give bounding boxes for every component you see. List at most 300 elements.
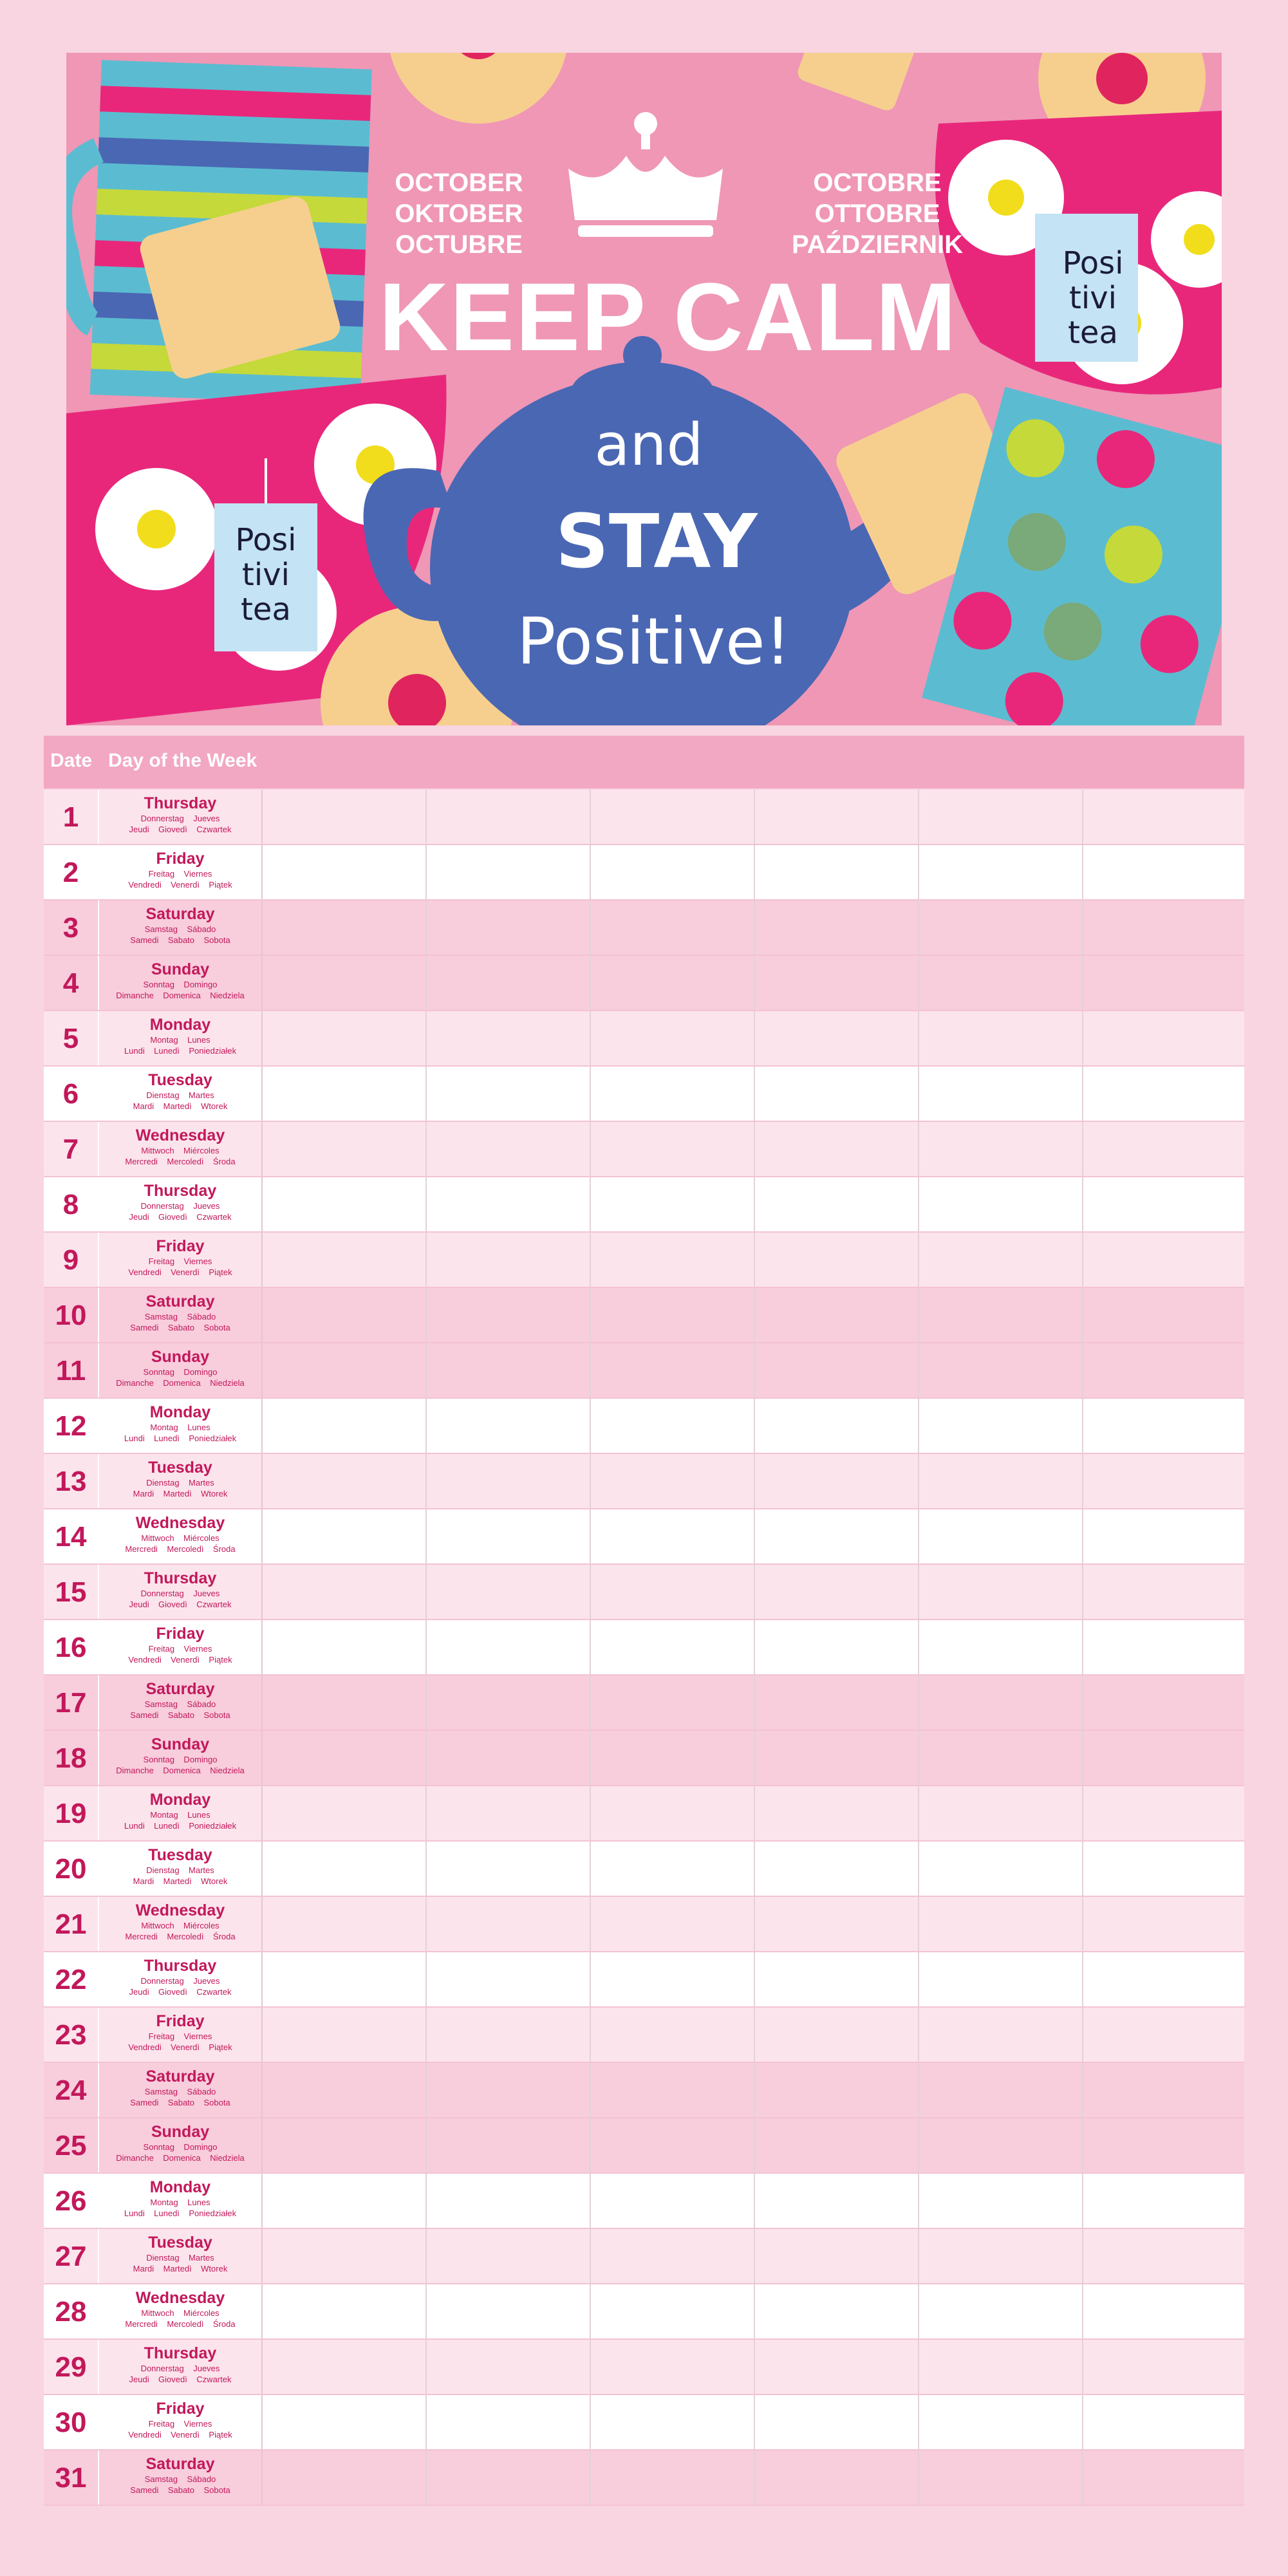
- day-name-translations: Mittwoch Miércoles: [141, 1533, 219, 1543]
- day-name-translations: Montag Lunes: [150, 1035, 210, 1045]
- entry-cell[interactable]: [427, 2229, 591, 2284]
- entry-cell[interactable]: [591, 1067, 755, 1122]
- entry-cell[interactable]: [591, 1288, 755, 1343]
- entry-cell[interactable]: [1083, 1288, 1244, 1343]
- day-name: Thursday: [144, 794, 217, 812]
- entry-cell[interactable]: [755, 1233, 919, 1288]
- day-name-translations: Samedi Sabato Sobota: [130, 2485, 230, 2495]
- entry-cell[interactable]: [919, 1731, 1083, 1786]
- month-names-right: [761, 167, 993, 260]
- day-name: Friday: [156, 850, 205, 868]
- entry-cell[interactable]: [755, 1952, 919, 2008]
- entry-cell[interactable]: [755, 2340, 919, 2395]
- entry-cell[interactable]: [591, 2284, 755, 2340]
- day-name-cell: [99, 1509, 263, 1565]
- entry-cell[interactable]: [591, 1343, 755, 1399]
- entry-cell[interactable]: [1083, 1454, 1244, 1509]
- entry-cell[interactable]: [1083, 1067, 1244, 1122]
- entry-cell[interactable]: [919, 1952, 1083, 2008]
- date-number: 16: [44, 1620, 99, 1675]
- entry-cell[interactable]: [263, 1067, 427, 1122]
- entry-cell[interactable]: [755, 1842, 919, 1897]
- entry-cell[interactable]: [755, 1343, 919, 1399]
- entry-cell[interactable]: [1083, 2340, 1244, 2395]
- day-name-translations: Donnerstag Jueves: [140, 1976, 220, 1986]
- entry-cell[interactable]: [263, 1565, 427, 1620]
- day-name-translations: Jeudi Giovedì Czwartek: [129, 1987, 232, 1997]
- day-name-translations: Sonntag Domingo: [143, 1367, 218, 1377]
- day-name-cell: [99, 1786, 263, 1842]
- entry-cell[interactable]: [427, 2118, 591, 2174]
- entry-cell[interactable]: [427, 901, 591, 956]
- entry-cell[interactable]: [755, 1011, 919, 1067]
- entry-cell[interactable]: [755, 1620, 919, 1675]
- entry-cell[interactable]: [919, 1620, 1083, 1675]
- entry-cell[interactable]: [263, 2118, 427, 2174]
- entry-cell[interactable]: [1083, 956, 1244, 1011]
- entry-cell[interactable]: [1083, 2008, 1244, 2063]
- entry-cell[interactable]: [1083, 1620, 1244, 1675]
- entry-cell[interactable]: [919, 1897, 1083, 1952]
- entry-cell[interactable]: [427, 2063, 591, 2118]
- day-name-cell: [99, 1288, 263, 1343]
- day-name-translations: Donnerstag Jueves: [140, 814, 220, 823]
- day-name-translations: Dienstag Martes: [146, 1865, 214, 1875]
- entry-cell[interactable]: [591, 1177, 755, 1233]
- day-name-translations: Dimanche Domenica Niedziela: [116, 1766, 245, 1775]
- entry-cell[interactable]: [263, 2450, 427, 2506]
- entry-cell[interactable]: [427, 1897, 591, 1952]
- day-name-translations: Jeudi Giovedì Czwartek: [129, 2375, 232, 2384]
- entry-cell[interactable]: [427, 1177, 591, 1233]
- entry-cell[interactable]: [427, 1067, 591, 1122]
- entry-cell[interactable]: [427, 1620, 591, 1675]
- calendar-row: [44, 1509, 1244, 1565]
- day-name-translations: Dimanche Domenica Niedziela: [116, 2153, 245, 2163]
- entry-cell[interactable]: [591, 1399, 755, 1454]
- day-name: Tuesday: [148, 1459, 212, 1477]
- entry-cell[interactable]: [427, 790, 591, 845]
- entry-cell[interactable]: [755, 2008, 919, 2063]
- entry-cell[interactable]: [1083, 1343, 1244, 1399]
- entry-cell[interactable]: [263, 956, 427, 1011]
- entry-cell[interactable]: [263, 1177, 427, 1233]
- entry-cell[interactable]: [263, 1786, 427, 1842]
- entry-cell[interactable]: [263, 1731, 427, 1786]
- day-name-translations: Vendredi Venerdì Piątek: [128, 1267, 232, 1277]
- entry-cell[interactable]: [263, 2284, 427, 2340]
- entry-cell[interactable]: [1083, 845, 1244, 901]
- tag-line: tivi: [242, 557, 290, 593]
- entry-cell[interactable]: [591, 1842, 755, 1897]
- entry-cell[interactable]: [919, 1454, 1083, 1509]
- entry-cell[interactable]: [591, 2063, 755, 2118]
- entry-cell[interactable]: [1083, 1122, 1244, 1177]
- date-number: 18: [44, 1731, 99, 1786]
- tag-line: tea: [1068, 315, 1118, 351]
- entry-cell[interactable]: [427, 1454, 591, 1509]
- day-name-cell: [99, 1620, 263, 1675]
- day-name: Sunday: [151, 960, 210, 978]
- day-name-translations: Donnerstag Jueves: [140, 1589, 220, 1598]
- biscuit-top-center: [388, 53, 568, 124]
- entry-cell[interactable]: [919, 1233, 1083, 1288]
- calendar-row: [44, 845, 1244, 901]
- calendar-row: [44, 1675, 1244, 1731]
- calendar-rows: [44, 790, 1244, 2506]
- entry-cell[interactable]: [919, 2008, 1083, 2063]
- entry-cell[interactable]: [755, 1675, 919, 1731]
- entry-cell[interactable]: [755, 1067, 919, 1122]
- entry-cell[interactable]: [1083, 1565, 1244, 1620]
- calendar-row: [44, 1620, 1244, 1675]
- calendar-row: [44, 1399, 1244, 1454]
- entry-cell[interactable]: [591, 1786, 755, 1842]
- entry-cell[interactable]: [1083, 1731, 1244, 1786]
- entry-cell[interactable]: [755, 2284, 919, 2340]
- entry-cell[interactable]: [263, 1011, 427, 1067]
- entry-cell[interactable]: [919, 1786, 1083, 1842]
- tea-tag-label-right: [1045, 246, 1141, 350]
- day-name-translations: Sonntag Domingo: [143, 980, 218, 989]
- entry-cell[interactable]: [919, 1842, 1083, 1897]
- entry-cell[interactable]: [427, 2395, 591, 2450]
- entry-cell[interactable]: [427, 2284, 591, 2340]
- entry-cell[interactable]: [263, 2063, 427, 2118]
- day-name-translations: Dienstag Martes: [146, 2253, 214, 2263]
- day-name-cell: [99, 1067, 263, 1122]
- square-biscuit-top: [796, 53, 921, 113]
- entry-cell[interactable]: [1083, 790, 1244, 845]
- entry-cell[interactable]: [591, 1952, 755, 2008]
- entry-cell[interactable]: [591, 1565, 755, 1620]
- calendar-row: [44, 2174, 1244, 2229]
- entry-cell[interactable]: [427, 845, 591, 901]
- day-name-translations: Samedi Sabato Sobota: [130, 1323, 230, 1332]
- entry-cell[interactable]: [919, 2284, 1083, 2340]
- calendar-row: [44, 1786, 1244, 1842]
- entry-cell[interactable]: [591, 1675, 755, 1731]
- and-text: and: [594, 411, 704, 479]
- day-name-cell: [99, 1343, 263, 1399]
- date-number: 29: [44, 2340, 99, 2395]
- entry-cell[interactable]: [755, 2450, 919, 2506]
- entry-cell[interactable]: [755, 845, 919, 901]
- entry-cell[interactable]: [919, 2174, 1083, 2229]
- entry-cell[interactable]: [755, 1509, 919, 1565]
- entry-cell[interactable]: [591, 2229, 755, 2284]
- entry-cell[interactable]: [263, 2229, 427, 2284]
- entry-cell[interactable]: [427, 1952, 591, 2008]
- entry-cell[interactable]: [427, 1011, 591, 1067]
- calendar-row: [44, 2340, 1244, 2395]
- entry-cell[interactable]: [263, 1343, 427, 1399]
- entry-cell[interactable]: [755, 2174, 919, 2229]
- entry-cell[interactable]: [1083, 2063, 1244, 2118]
- tea-tag-label-left: [218, 523, 314, 627]
- day-name-translations: Mardi Martedì Wtorek: [133, 2264, 228, 2273]
- tag-line: Posi: [235, 522, 297, 558]
- month-name: PAŹDZIERNIK: [792, 230, 963, 259]
- month-names-left: [356, 167, 562, 260]
- entry-cell[interactable]: [919, 790, 1083, 845]
- day-name-translations: Mittwoch Miércoles: [141, 1921, 219, 1930]
- day-name-translations: Lundi Lunedì Poniedziałek: [124, 2208, 237, 2218]
- date-number: 17: [44, 1675, 99, 1731]
- entry-cell[interactable]: [755, 956, 919, 1011]
- entry-cell[interactable]: [427, 1399, 591, 1454]
- entry-cell[interactable]: [919, 845, 1083, 901]
- table-header: [44, 736, 1244, 789]
- entry-cell[interactable]: [591, 1620, 755, 1675]
- date-number: 24: [44, 2063, 99, 2118]
- entry-cell[interactable]: [755, 1897, 919, 1952]
- entry-cell[interactable]: [919, 1122, 1083, 1177]
- day-name-translations: Montag Lunes: [150, 1423, 210, 1432]
- entry-cell[interactable]: [919, 1288, 1083, 1343]
- date-number: 25: [44, 2118, 99, 2174]
- day-name-translations: Samedi Sabato Sobota: [130, 1710, 230, 1720]
- day-name: Friday: [156, 1237, 205, 1255]
- entry-cell[interactable]: [263, 1952, 427, 2008]
- entry-cell[interactable]: [591, 845, 755, 901]
- entry-cell[interactable]: [1083, 1675, 1244, 1731]
- calendar-row: [44, 1565, 1244, 1620]
- entry-cell[interactable]: [591, 2395, 755, 2450]
- entry-cell[interactable]: [1083, 1952, 1244, 2008]
- day-name-translations: Sonntag Domingo: [143, 1755, 218, 1764]
- date-number: 22: [44, 1952, 99, 2008]
- entry-cell[interactable]: [919, 1343, 1083, 1399]
- day-name-cell: [99, 1122, 263, 1177]
- entry-cell[interactable]: [1083, 1897, 1244, 1952]
- calendar-row: [44, 2229, 1244, 2284]
- day-name-cell: [99, 1897, 263, 1952]
- entry-cell[interactable]: [591, 2450, 755, 2506]
- calendar-row: [44, 956, 1244, 1011]
- entry-cell[interactable]: [919, 1565, 1083, 1620]
- entry-cell[interactable]: [591, 956, 755, 1011]
- entry-cell[interactable]: [1083, 1786, 1244, 1842]
- day-name-translations: Mittwoch Miércoles: [141, 2308, 219, 2318]
- entry-cell[interactable]: [919, 956, 1083, 1011]
- entry-cell[interactable]: [755, 2395, 919, 2450]
- entry-cell[interactable]: [591, 901, 755, 956]
- entry-cell[interactable]: [263, 2174, 427, 2229]
- entry-cell[interactable]: [1083, 2450, 1244, 2506]
- entry-cell[interactable]: [1083, 2284, 1244, 2340]
- entry-cell[interactable]: [427, 1509, 591, 1565]
- entry-cell[interactable]: [591, 2118, 755, 2174]
- entry-cell[interactable]: [1083, 2395, 1244, 2450]
- calendar-row: [44, 790, 1244, 845]
- date-number: 14: [44, 1509, 99, 1565]
- entry-cell[interactable]: [755, 1454, 919, 1509]
- entry-cell[interactable]: [919, 901, 1083, 956]
- entry-cell[interactable]: [427, 1786, 591, 1842]
- day-name-translations: Mittwoch Miércoles: [141, 1146, 219, 1155]
- entry-cell[interactable]: [427, 1288, 591, 1343]
- entry-cell[interactable]: [919, 2118, 1083, 2174]
- entry-cell[interactable]: [755, 1399, 919, 1454]
- day-name-translations: Lundi Lunedì Poniedziałek: [124, 1046, 237, 1056]
- date-number: 15: [44, 1565, 99, 1620]
- entry-cell[interactable]: [263, 1399, 427, 1454]
- day-name: Thursday: [144, 2344, 217, 2362]
- entry-cell[interactable]: [427, 1731, 591, 1786]
- entry-cell[interactable]: [427, 1122, 591, 1177]
- day-name-translations: Freitag Viernes: [148, 1256, 212, 1266]
- entry-cell[interactable]: [591, 790, 755, 845]
- day-column-header: Day of the Week: [108, 750, 257, 771]
- entry-cell[interactable]: [263, 2008, 427, 2063]
- entry-cell[interactable]: [263, 1509, 427, 1565]
- entry-cell[interactable]: [591, 1897, 755, 1952]
- month-name: OCTOBER: [395, 169, 523, 197]
- entry-cell[interactable]: [1083, 1233, 1244, 1288]
- entry-cell[interactable]: [919, 2340, 1083, 2395]
- date-number: 3: [44, 901, 99, 956]
- entry-cell[interactable]: [263, 1288, 427, 1343]
- entry-cell[interactable]: [919, 1011, 1083, 1067]
- day-name-translations: Mardi Martedì Wtorek: [133, 1101, 228, 1111]
- day-name-translations: Mardi Martedì Wtorek: [133, 1876, 228, 1886]
- day-name-cell: [99, 901, 263, 956]
- entry-cell[interactable]: [427, 2174, 591, 2229]
- crown-icon: [568, 112, 723, 237]
- entry-cell[interactable]: [755, 1731, 919, 1786]
- day-name: Wednesday: [135, 1901, 225, 1919]
- entry-cell[interactable]: [591, 2174, 755, 2229]
- day-name-cell: [99, 1233, 263, 1288]
- entry-cell[interactable]: [263, 2395, 427, 2450]
- day-name-translations: Vendredi Venerdì Piątek: [128, 2042, 232, 2052]
- date-number: 12: [44, 1399, 99, 1454]
- calendar-row: [44, 2395, 1244, 2450]
- day-name: Wednesday: [135, 2289, 225, 2307]
- entry-cell[interactable]: [919, 2395, 1083, 2450]
- entry-cell[interactable]: [919, 2450, 1083, 2506]
- entry-cell[interactable]: [755, 790, 919, 845]
- entry-cell[interactable]: [755, 1177, 919, 1233]
- entry-cell[interactable]: [591, 2340, 755, 2395]
- entry-cell[interactable]: [755, 2118, 919, 2174]
- stay-text: STAY: [555, 499, 758, 585]
- day-name-translations: Dimanche Domenica Niedziela: [116, 991, 245, 1000]
- day-name: Sunday: [151, 2123, 210, 2141]
- entry-cell[interactable]: [755, 1122, 919, 1177]
- entry-cell[interactable]: [263, 1620, 427, 1675]
- day-name-cell: [99, 1675, 263, 1731]
- entry-cell[interactable]: [427, 956, 591, 1011]
- entry-cell[interactable]: [591, 1011, 755, 1067]
- entry-cell[interactable]: [263, 1842, 427, 1897]
- day-name-cell: [99, 1011, 263, 1067]
- entry-cell[interactable]: [1083, 1177, 1244, 1233]
- date-number: 21: [44, 1897, 99, 1952]
- entry-cell[interactable]: [427, 1565, 591, 1620]
- entry-cell[interactable]: [919, 1509, 1083, 1565]
- entry-cell[interactable]: [263, 790, 427, 845]
- day-name-translations: Mercredi Mercoledì Środa: [125, 2319, 236, 2329]
- entry-cell[interactable]: [263, 1122, 427, 1177]
- entry-cell[interactable]: [1083, 1842, 1244, 1897]
- entry-cell[interactable]: [263, 1233, 427, 1288]
- calendar-row: [44, 1897, 1244, 1952]
- day-name-translations: Samstag Sábado: [144, 2087, 216, 2096]
- day-name-translations: Lundi Lunedì Poniedziałek: [124, 1821, 237, 1831]
- date-number: 2: [44, 845, 99, 901]
- entry-cell[interactable]: [1083, 2118, 1244, 2174]
- entry-cell[interactable]: [919, 1177, 1083, 1233]
- entry-cell[interactable]: [427, 2450, 591, 2506]
- entry-cell[interactable]: [755, 1565, 919, 1620]
- entry-cell[interactable]: [1083, 2174, 1244, 2229]
- entry-cell[interactable]: [1083, 1509, 1244, 1565]
- calendar-row: [44, 1842, 1244, 1897]
- entry-cell[interactable]: [427, 2008, 591, 2063]
- calendar-row: [44, 1233, 1244, 1288]
- day-name-translations: Lundi Lunedì Poniedziałek: [124, 1433, 237, 1443]
- entry-cell[interactable]: [591, 1122, 755, 1177]
- day-name-cell: [99, 2008, 263, 2063]
- day-name-translations: Vendredi Venerdì Piątek: [128, 2430, 232, 2440]
- entry-cell[interactable]: [919, 1399, 1083, 1454]
- entry-cell[interactable]: [1083, 2229, 1244, 2284]
- entry-cell[interactable]: [263, 2340, 427, 2395]
- entry-cell[interactable]: [591, 1454, 755, 1509]
- entry-cell[interactable]: [263, 901, 427, 956]
- entry-cell[interactable]: [263, 1454, 427, 1509]
- entry-cell[interactable]: [1083, 1399, 1244, 1454]
- calendar-row: [44, 2118, 1244, 2174]
- entry-cell[interactable]: [263, 1675, 427, 1731]
- day-name-cell: [99, 2340, 263, 2395]
- day-name-cell: [99, 2229, 263, 2284]
- entry-cell[interactable]: [919, 1675, 1083, 1731]
- entry-cell[interactable]: [427, 2340, 591, 2395]
- entry-cell[interactable]: [427, 1675, 591, 1731]
- calendar-row: [44, 1343, 1244, 1399]
- entry-cell[interactable]: [427, 1343, 591, 1399]
- entry-cell[interactable]: [919, 1067, 1083, 1122]
- day-name-cell: [99, 2063, 263, 2118]
- entry-cell[interactable]: [263, 845, 427, 901]
- entry-cell[interactable]: [427, 1233, 591, 1288]
- entry-cell[interactable]: [591, 2008, 755, 2063]
- entry-cell[interactable]: [427, 1842, 591, 1897]
- day-name-translations: Samstag Sábado: [144, 1312, 216, 1321]
- entry-cell[interactable]: [1083, 1011, 1244, 1067]
- day-name-cell: [99, 2450, 263, 2506]
- entry-cell[interactable]: [919, 2063, 1083, 2118]
- entry-cell[interactable]: [591, 1233, 755, 1288]
- date-number: 11: [44, 1343, 99, 1399]
- entry-cell[interactable]: [755, 1786, 919, 1842]
- calendar-row: [44, 1731, 1244, 1786]
- entry-cell[interactable]: [755, 2063, 919, 2118]
- entry-cell[interactable]: [1083, 901, 1244, 956]
- day-name-cell: [99, 1565, 263, 1620]
- entry-cell[interactable]: [755, 2229, 919, 2284]
- entry-cell[interactable]: [591, 1509, 755, 1565]
- calendar-row: [44, 1177, 1244, 1233]
- entry-cell[interactable]: [755, 1288, 919, 1343]
- entry-cell[interactable]: [263, 1897, 427, 1952]
- entry-cell[interactable]: [755, 901, 919, 956]
- entry-cell[interactable]: [591, 1731, 755, 1786]
- entry-cell[interactable]: [919, 2229, 1083, 2284]
